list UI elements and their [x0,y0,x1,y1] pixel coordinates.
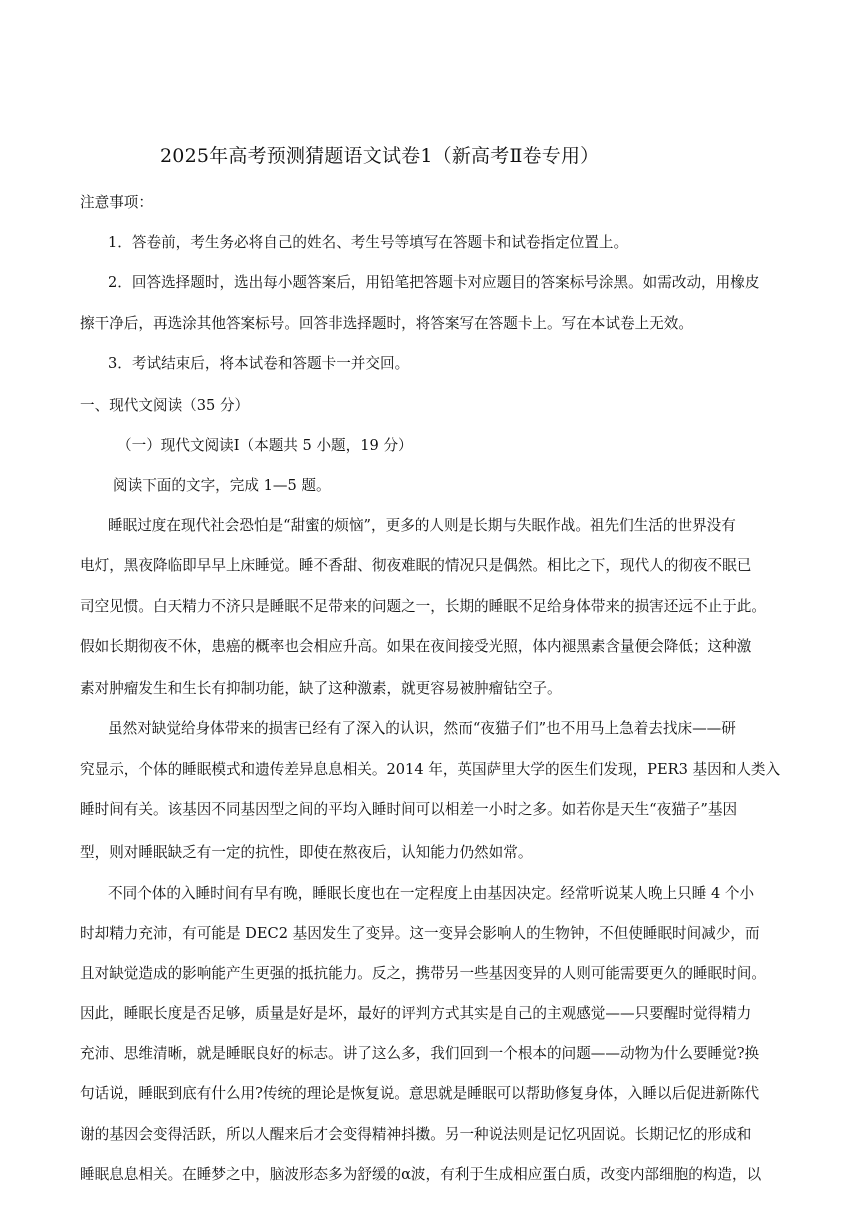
passage-line: 句话说，睡眠到底有什么用?传统的理论是恢复说。意思就是睡眠可以帮助修复身体，入睡以后促进新陈代 [80,1085,760,1102]
passage-line: 司空见惯。白天精力不济只是睡眠不足带来的问题之一，长期的睡眠不足给身体带来的损害还远不止于此。 [80,598,766,615]
passage-line: 且对缺觉造成的影响能产生更强的抵抗能力。反之，携带另一些基因变异的人则可能需要更久的睡眠时间。 [80,965,766,982]
notice-item-3: 3．考试结束后，将本试卷和答题卡一并交回。 [108,355,410,372]
passage-line: 假如长期彻夜不休，患癌的概率也会相应升高。如果在夜间接受光照，体内褪黑素含量便会降低；这种激 [80,638,752,655]
notice-heading: 注意事项： [80,194,153,211]
passage-line: 睡时间有关。该基因不同基因型之间的平均入睡时间可以相差一小时之多。如若你是天生“夜猫子”基因 [80,801,738,818]
subsection-heading: （一）现代文阅读Ⅰ（本题共 5 小题，19 分） [117,437,413,454]
passage-line: 虽然对缺觉给身体带来的损害已经有了深入的认识，然而“夜猫子们”也不用马上急着去找床——研 [108,720,736,737]
notice-item-2: 2．回答选择题时，选出每小题答案后，用铅笔把答题卡对应题目的答案标号涂黑。如需改动，用橡皮 [108,274,760,291]
passage-line: 电灯，黑夜降临即早早上床睡觉。睡不香甜、彻夜难眠的情况只是偶然。相比之下，现代人的彻夜不眠已 [80,557,752,574]
passage-line: 睡眠息息相关。在睡梦之中，脑波形态多为舒缓的α波，有利于生成相应蛋白质，改变内部细胞的构造，以 [80,1166,762,1183]
passage-line: 型，则对睡眠缺乏有一定的抗性，即使在熬夜后，认知能力仍然如常。 [80,844,533,861]
notice-item-2-cont: 擦干净后，再选涂其他答案标号。回答非选择题时，将答案写在答题卡上。写在本试卷上无效。 [80,315,693,332]
passage-line: 时却精力充沛，有可能是 DEC2 基因发生了变异。这一变异会影响人的生物钟，不但使睡眠时间减少，而 [80,925,760,942]
notice-item-1: 1．答卷前，考生务必将自己的姓名、考生号等填写在答题卡和试卷指定位置上。 [108,234,629,251]
passage-line: 不同个体的入睡时间有早有晚，睡眠长度也在一定程度上由基因决定。经常听说某人晚上只睡 4 个小 [108,885,755,902]
document-title: 2025年高考预测猜题语文试卷1（新高考Ⅱ卷专用） [160,145,600,167]
passage-line: 谢的基因会变得活跃，所以人醒来后才会变得精神抖擞。另一种说法则是记忆巩固说。长期记忆的形成和 [80,1126,752,1143]
passage-line: 充沛、思维清晰，就是睡眠良好的标志。讲了这么多，我们回到一个根本的问题——动物为什么要睡觉?换 [80,1045,760,1062]
passage-line: 睡眠过度在现代社会恐怕是“甜蜜的烦恼”，更多的人则是长期与失眠作战。祖先们生活的世界没有 [108,517,736,534]
passage-line: 究显示，个体的睡眠模式和遗传差异息息相关。2014 年，英国萨里大学的医生们发现，PER3 基因和人类入 [80,761,781,778]
passage-line: 素对肿瘤发生和生长有抑制功能，缺了这种激素，就更容易被肿瘤钻空子。 [80,680,562,697]
passage-line: 因此，睡眠长度是否足够，质量是好是坏，最好的评判方式其实是自己的主观感觉——只要醒时觉得精力 [80,1005,752,1022]
section-heading: 一、现代文阅读（35 分） [80,397,250,414]
reading-instruction: 阅读下面的文字，完成 1—5 题。 [113,477,331,494]
